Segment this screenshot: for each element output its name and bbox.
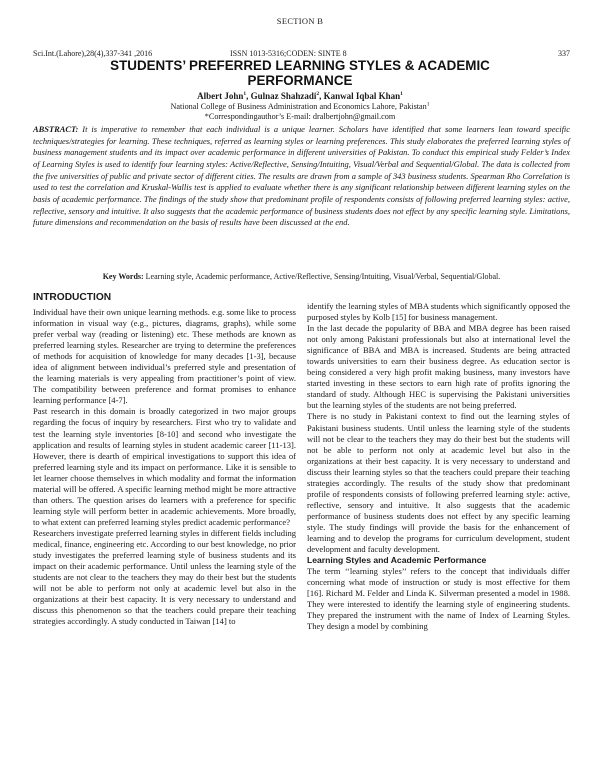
author-separator: , xyxy=(319,91,324,101)
section-tag: SECTION B xyxy=(276,16,324,26)
abstract-text: It is imperative to remember that each individual is a unique learner. Scholars have identified that some learners lean toward specific techniques/strategies for learning. These techniques, referred as learning styles or learning preferences. This study elaborates the preferred learning styles of business management students and its impact over academic performance in different universities of Pakistan. To conduct this empirical study Felder’s Index of Learning Styles is used to identify four learning styles: Active/Reflective, Sensing/Intuiting, Visual/Verbal and Sequential/Global. The data is collected from the five universities of public and private sector of different cities. The results are drawn from a sample of 343 business students. Spearman Rho Correlation is used to test the correlation and Kruskal-Wallis test is applied to evaluate whether there is any significant relationship between different learning styles on the basis of academic performance. The findings of the study show that predominant profile of respondents consists of following preferred learning styles: active, reflective, sensory and intuitive. It also suggests that the academic performance of business students does not effect by any specific learning style. Limitations, future dimensions and recommendation on the basis of results have been discussed at the end. xyxy=(33,124,570,228)
journal-citation: Sci.Int.(Lahore),28(4),337-341 ,2016 xyxy=(33,49,153,58)
author-name: Kanwal Iqbal Khan xyxy=(323,91,401,101)
author-affiliation-mark: 1 xyxy=(243,91,247,97)
author-list xyxy=(0,91,600,102)
introduction-heading: INTRODUCTION xyxy=(33,292,112,303)
author-separator: , xyxy=(246,91,251,101)
affiliation-text: National College of Business Administration and Economics Lahore, Pakistan xyxy=(170,102,427,111)
body-column-left xyxy=(33,292,296,627)
body-paragraph: identify the learning styles of MBA students which significantly opposed the purposed styles by Kolb [15] for business management. xyxy=(307,301,570,323)
body-paragraph: Individual have their own unique learning methods. e.g. some like to process information in visual way (e.g., pictures, diagrams, graphs), while some prefer verbal way (reading or listening) etc. These methods are known as preferred learning styles. Researcher are trying to determine the preferences of methods for acquisition of knowledge for many decades [1-3], because idea of alignment between individual’s preferred style and presentation of the learning materials is very appealing from practitioner’s point of view. The compatibility between preference and format promises to enhance learning performance [4-7]. xyxy=(33,307,296,406)
author-affiliation-mark: 2 xyxy=(316,91,320,97)
body-paragraph: In the last decade the popularity of BBA and MBA degree has been raised not only among Pakistani professionals but also at international level the significance of BBA and MBA is increased. Students are being attracted towards universities to earn their business degree. As education sector is being considered a very high profit making business, many investors have started investing in these sectors to earn high rate of profits ignoring the standard of study. Although HEC is supervising the Pakistani universities but the learning styles of the students are not being preferred. xyxy=(307,323,570,411)
article-title: STUDENTS’ PREFERRED LEARNING STYLES & ACADEMIC PERFORMANCE xyxy=(110,58,490,88)
affiliation xyxy=(0,102,600,112)
abstract xyxy=(33,124,570,229)
body-column-right xyxy=(307,301,570,632)
body-paragraph: Researchers investigate preferred learning styles in different fields including medical, finance, engineering etc. According to our best knowledge, no prior study investigates the preferred learning style of business students and its impact on their academic performance. Until unless the learning style of the students are not clear to the teachers they may do their best but the students will not be able to perform not only at academic level but also in the organizations at their best capacity. It is very necessary to understand and discuss this phenomenon so that the teachers could prepare their teaching strategies accordingly. A study conducted in Taiwan [14] to xyxy=(33,527,296,627)
affiliation-mark: 1 xyxy=(426,101,430,108)
body-paragraph: Past research in this domain is broadly categorized in two major groups regarding the focus of inquiry by researchers. First who try to validate and test the learning style inventories [8-10] and second who investigate the application and results of learning styles in student academic career [11-13]. However, there is dearth of empirical investigations to support this idea of preferred learning style and its impact on performance. Like it is sensible to let learner choose themselves in which modality and format the information material will be offered. A specific learning method might be more attractive than others. The question arises do learners with a preference for specific learning style will perform better in academic achievements. More broadly, to what extent can preferred learning styles predict academic performance? xyxy=(33,406,296,527)
corresponding-author: *Correspondingauthor’s E-mail: dralbertjohn@gmail.com xyxy=(204,112,396,121)
author-affiliation-mark: 1 xyxy=(400,91,403,97)
page-number: 337 xyxy=(558,49,570,58)
body-paragraph: There is no study in Pakistani context to find out the learning styles of Pakistani business students. Until unless the learning style of the students will not be clear to the teachers they may do their best but the students will not be able to perform not only at academic level but also in the organizations at their best capacity. It is very necessary to understand and discuss their learning styles so that the teachers could prepare their teaching strategies accordingly. The results of the study show that predominant profile of respondents consists of following preferred learning style: active, reflective, sensory and intuitive. It also suggests that the academic performance of business students does not effect by any specific learning style. The study findings will provide the basis for the enhancement of learning and to develop the programs for curriculum development, student development and faculty development. xyxy=(307,411,570,555)
author-name: Gulnaz Shahzadi xyxy=(250,91,317,101)
section-subheading: Learning Styles and Academic Performance xyxy=(307,555,487,566)
abstract-label: ABSTRACT: xyxy=(33,124,79,134)
issn-coden: ISSN 1013-5316;CODEN: SINTE 8 xyxy=(230,49,347,58)
author-name: Albert John xyxy=(197,91,244,101)
keywords-label: Key Words: xyxy=(102,272,144,281)
keywords xyxy=(33,272,570,282)
body-paragraph: The term ‘‘learning styles’’ refers to the concept that individuals differ concerning what mode of instruction or study is most effective for them [16]. Richard M. Felder and Linda K. Silverman presented a model in 1988. They were interested to identify the learning style of engineering students. They prepared the instrument with the name of Index of Learning Styles. They design a model by combining xyxy=(307,566,570,632)
keywords-text: Learning style, Academic performance, Active/Reflective, Sensing/Intuiting, Visual/Verbal, Sequential/Global. xyxy=(145,272,501,281)
